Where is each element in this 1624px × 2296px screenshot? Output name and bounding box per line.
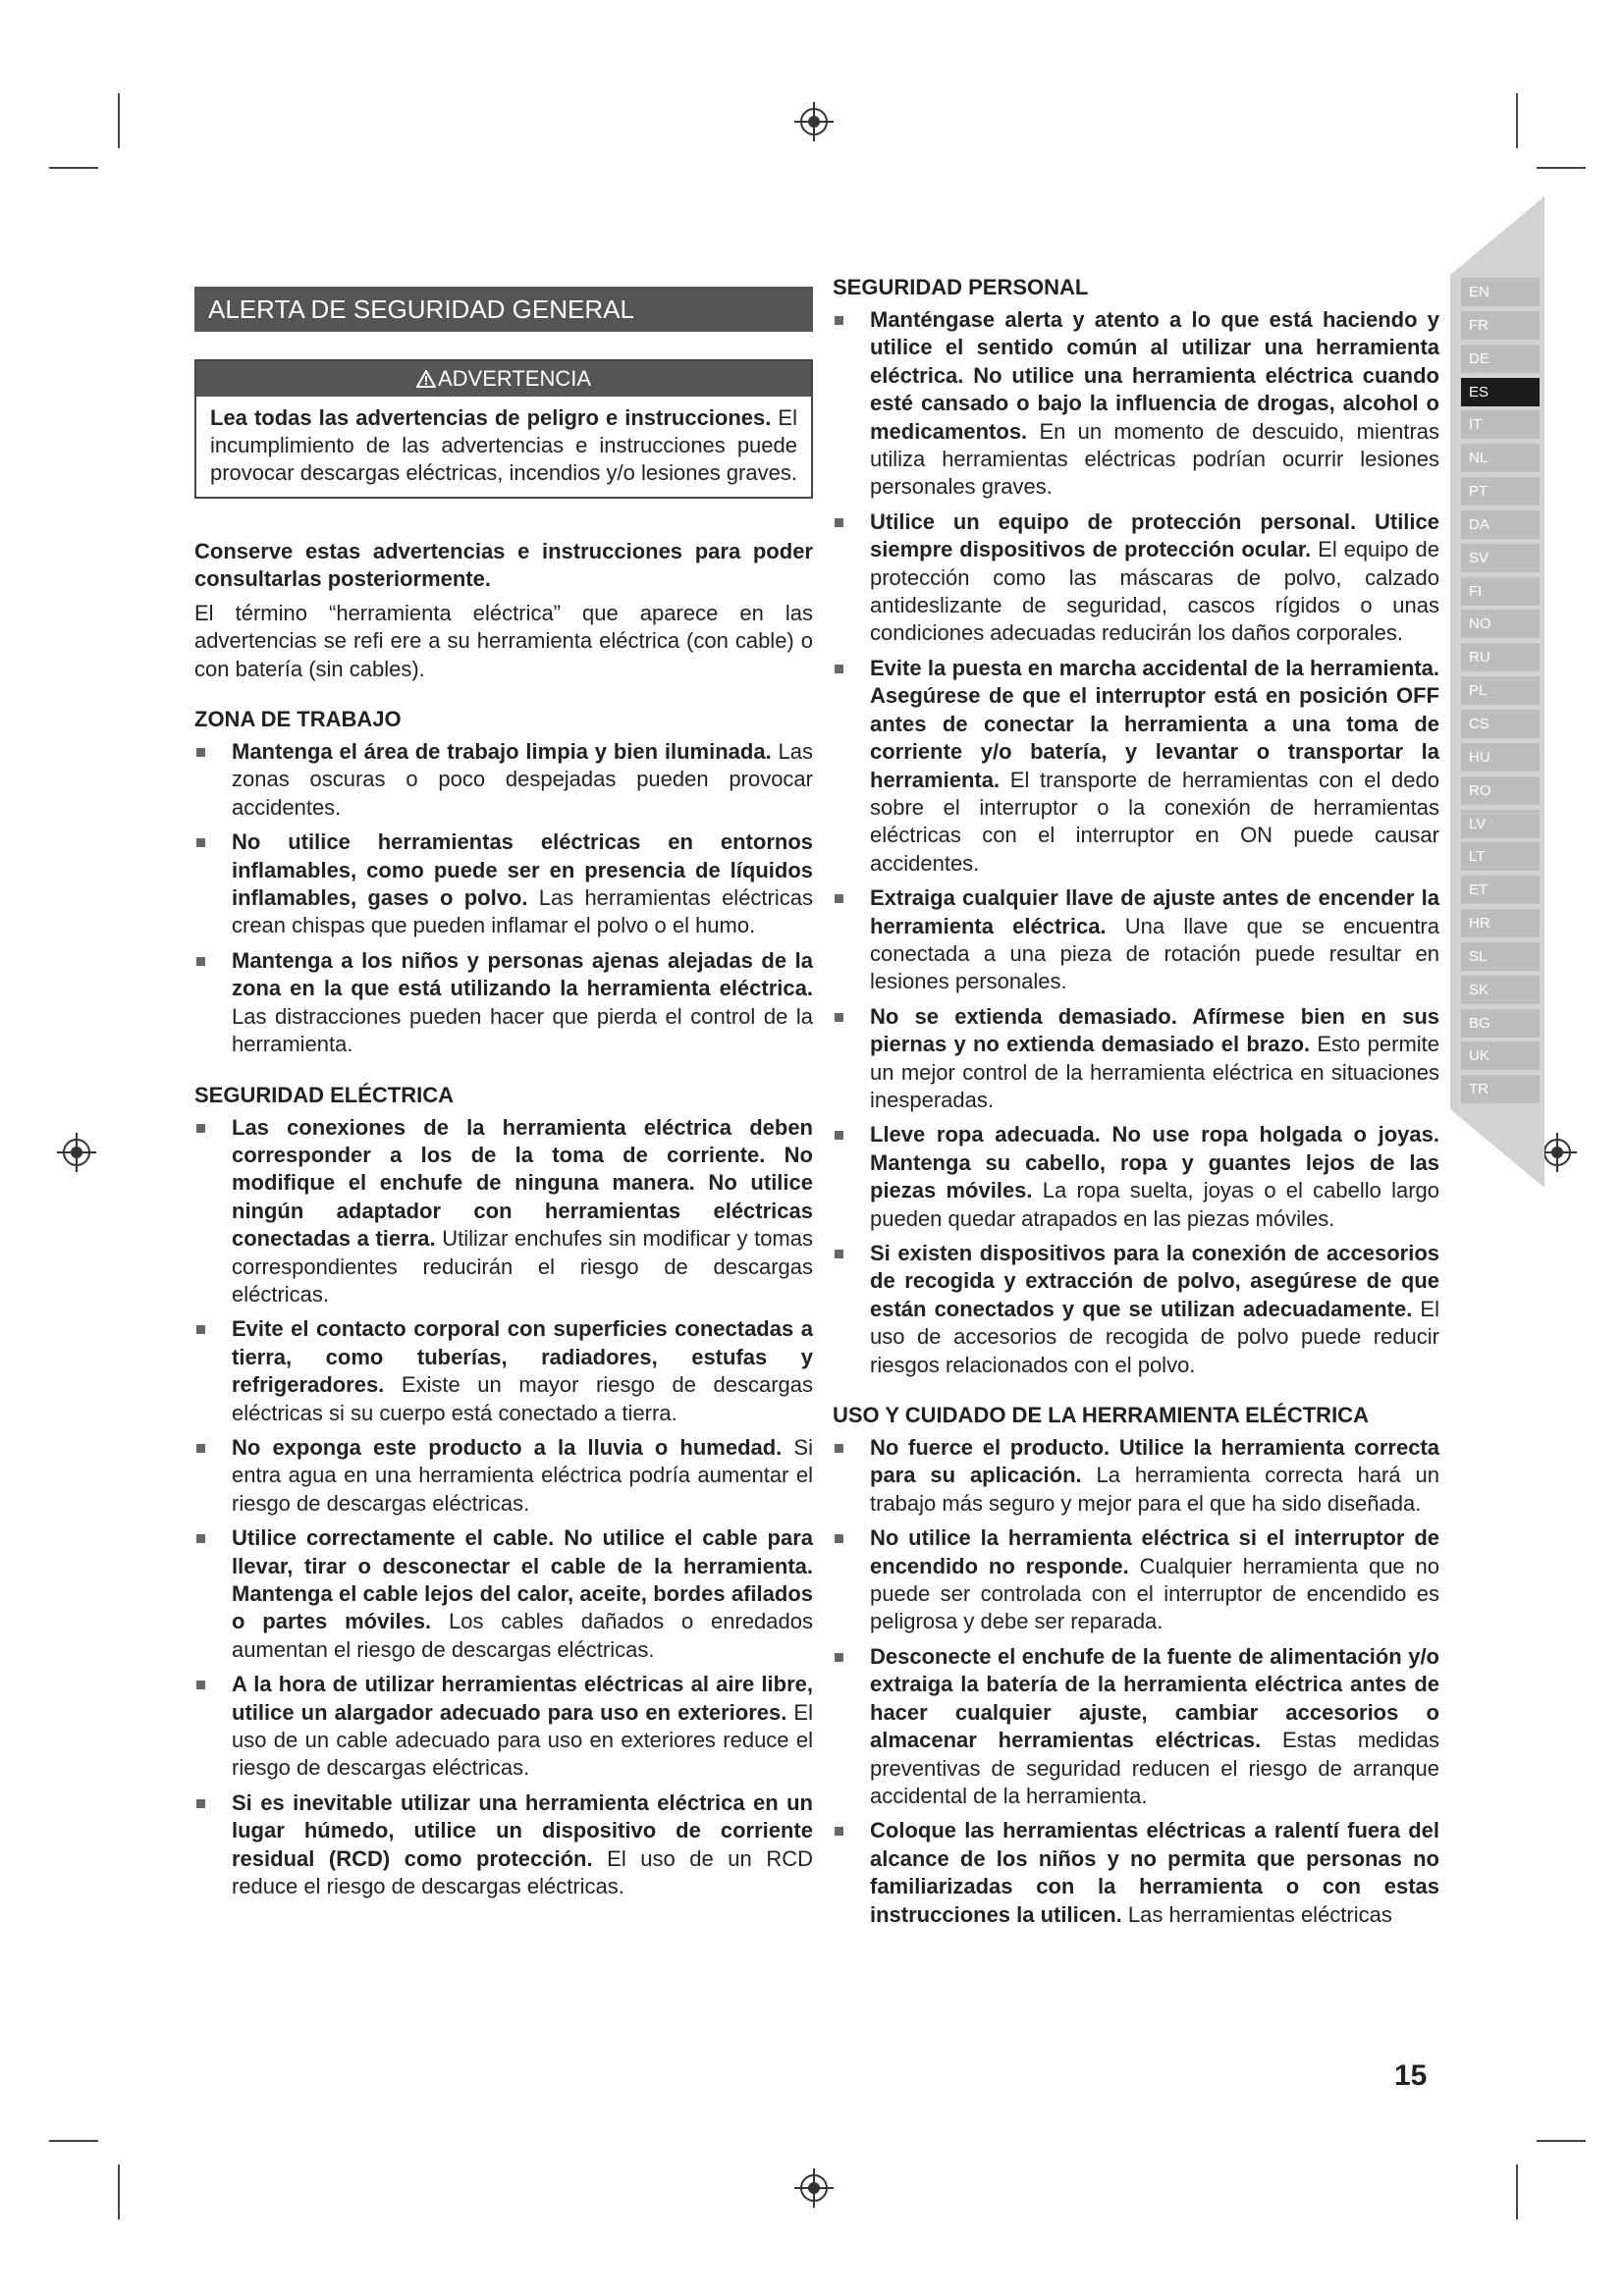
list-item: Evite la puesta en marcha accidental de la herramienta. Asegúrese de que el interruptor está en posición OFF antes de conectar la herramienta a una toma de corriente y/o batería, y levantar o transportar la herramienta. El transporte de herramientas con el dedo sobre el interruptor o la conexión de herramientas eléctricas con el interruptor en ON puede causar accidentes. bbox=[833, 655, 1439, 878]
heading-work-area: ZONA DE TRABAJO bbox=[194, 707, 402, 732]
list-item: Si es inevitable utilizar una herramienta eléctrica en un lugar húmedo, utilice un dispositivo de corriente residual (RCD) como protección. El uso de un RCD reduce el riesgo de descargas eléctricas. bbox=[194, 1789, 813, 1901]
language-tab-da[interactable]: DA bbox=[1461, 510, 1540, 539]
language-tab-bg[interactable]: BG bbox=[1461, 1009, 1540, 1038]
keep-instructions-bold: Conserve estas advertencias e instrucciones para poder consultarlas posteriormente. bbox=[194, 539, 813, 592]
warning-title: ADVERTENCIA bbox=[437, 366, 592, 391]
warning-text: El incumplimiento de las advertencias e instrucciones puede provocar descargas eléctricas, incendios y/o lesiones graves. bbox=[210, 405, 797, 485]
language-tab-de[interactable]: DE bbox=[1461, 345, 1540, 373]
list-item: Manténgase alerta y atento a lo que está haciendo y utilice el sentido común al utilizar una herramienta eléctrica. No utilice una herramienta eléctrica cuando esté cansado o bajo la influencia de drogas, alcohol o medicamentos. En un momento de descuido, mientras utiliza herramientas eléctricas podrían ocurrir lesiones personales graves. bbox=[833, 306, 1439, 502]
language-tab-nl[interactable]: NL bbox=[1461, 444, 1540, 472]
crop-mark bbox=[1537, 2140, 1586, 2142]
registration-mark-icon bbox=[57, 1133, 96, 1172]
work-area-list bbox=[194, 738, 813, 1058]
language-tab-pt[interactable]: PT bbox=[1461, 477, 1540, 506]
language-tab-tr[interactable]: TR bbox=[1461, 1075, 1540, 1103]
language-tab-fr[interactable]: FR bbox=[1461, 311, 1540, 340]
registration-mark-icon bbox=[794, 2168, 834, 2208]
language-tab-et[interactable]: ET bbox=[1461, 876, 1540, 904]
warning-triangle-icon bbox=[416, 370, 436, 388]
warning-box bbox=[194, 359, 813, 499]
list-item: Coloque las herramientas eléctricas a ralentí fuera del alcance de los niños y no permita que personas no familiarizadas con la herramienta o con estas instrucciones la utilicen. Las herramientas eléctricas bbox=[833, 1817, 1439, 1929]
right-column bbox=[833, 273, 1439, 1936]
term-definition: El término “herramienta eléctrica” que aparece en las advertencias se refi ere a su herramienta eléctrica (con cable) o con batería (sin cables). bbox=[194, 600, 813, 681]
crop-mark bbox=[118, 93, 120, 148]
list-item: Utilice un equipo de protección personal. Utilice siempre dispositivos de protección ocular. El equipo de protección como las máscaras de polvo, calzado antideslizante de seguridad, cascos rígidos o unas condiciones adecuadas reducirán los daños corporales. bbox=[833, 508, 1439, 648]
list-item: A la hora de utilizar herramientas eléctricas al aire libre, utilice un alargador adecuado para uso en exteriores. El uso de un cable adecuado para uso en exteriores reduce el riesgo de descargas eléctricas. bbox=[194, 1671, 813, 1783]
crop-mark bbox=[1537, 167, 1586, 169]
crop-mark bbox=[1516, 93, 1518, 148]
language-tab-pl[interactable]: PL bbox=[1461, 676, 1540, 705]
list-item: No exponga este producto a la lluvia o humedad. Si entra agua en una herramienta eléctrica podría aumentar el riesgo de descargas eléctricas. bbox=[194, 1434, 813, 1518]
list-item: Lleve ropa adecuada. No use ropa holgada o joyas. Mantenga su cabello, ropa y guantes lejos de las piezas móviles. La ropa suelta, joyas o el cabello largo pueden quedar atrapados en las piezas móviles. bbox=[833, 1121, 1439, 1233]
language-tab-cs[interactable]: CS bbox=[1461, 710, 1540, 738]
registration-mark-icon bbox=[794, 102, 834, 141]
list-item: No utilice la herramienta eléctrica si el interruptor de encendido no responde. Cualquier herramienta que no puede ser controlada con el interruptor de encendido es peligrosa y debe ser reparada. bbox=[833, 1524, 1439, 1636]
language-tab-hr[interactable]: HR bbox=[1461, 909, 1540, 937]
list-item: Utilice correctamente el cable. No utilice el cable para llevar, tirar o desconectar el cable de la herramienta. Mantenga el cable lejos del calor, aceite, bordes afilados o partes móviles. Los cables dañados o enredados aumentan el riesgo de descargas eléctricas. bbox=[194, 1524, 813, 1664]
list-item: Las conexiones de la herramienta eléctrica deben corresponder a los de la toma de corriente. No modifique el enchufe de ninguna manera. No utilice ningún adaptador con herramientas eléctricas conectadas a tierra. Utilizar enchufes sin modificar y tomas correspondientes reducirán el riesgo de descargas eléctricas. bbox=[194, 1114, 813, 1309]
language-tab-fi[interactable]: FI bbox=[1461, 577, 1540, 606]
crop-mark bbox=[118, 2164, 120, 2219]
language-tab-sv[interactable]: SV bbox=[1461, 544, 1540, 572]
language-tab-ro[interactable]: RO bbox=[1461, 776, 1540, 805]
crop-mark bbox=[1516, 2164, 1518, 2219]
list-item: Si existen dispositivos para la conexión de accesorios de recogida y extracción de polvo, asegúrese de que están conectados y que se utilizan adecuadamente. El uso de accesorios de recogida de polvo puede reducir riesgos relacionados con el polvo. bbox=[833, 1240, 1439, 1379]
crop-mark bbox=[49, 167, 98, 169]
list-item: Mantenga a los niños y personas ajenas alejadas de la zona en la que está utilizando la herramienta eléctrica. Las distracciones pueden hacer que pierda el control de la herramienta. bbox=[194, 947, 813, 1059]
warning-header bbox=[196, 361, 811, 397]
heading-personal-safety: SEGURIDAD PERSONAL bbox=[833, 275, 1089, 299]
warning-body bbox=[196, 397, 811, 497]
heading-use-and-care: USO Y CUIDADO DE LA HERRAMIENTA ELÉCTRICA bbox=[833, 1403, 1369, 1428]
list-item: No utilice herramientas eléctricas en entornos inflamables, como puede ser en presencia de líquidos inflamables, gases o polvo. Las herramientas eléctricas crean chispas que pueden inflamar el polvo o el humo. bbox=[194, 828, 813, 940]
warning-bold-text: Lea todas las advertencias de peligro e instrucciones. bbox=[210, 405, 772, 430]
list-item: Desconecte el enchufe de la fuente de alimentación y/o extraiga la batería de la herramienta eléctrica antes de hacer cualquier ajuste, cambiar accesorios o almacenar herramientas eléctricas. Estas medidas preventivas de seguridad reducen el riesgo de arranque accidental de la herramienta. bbox=[833, 1643, 1439, 1810]
page-number: 15 bbox=[1394, 2059, 1428, 2092]
language-tab-ru[interactable]: RU bbox=[1461, 643, 1540, 671]
list-item: Evite el contacto corporal con superficies conectadas a tierra, como tuberías, radiadores, estufas y refrigeradores. Existe un mayor riesgo de descargas eléctricas si su cuerpo está conectado a tierra. bbox=[194, 1315, 813, 1427]
list-item: Mantenga el área de trabajo limpia y bien iluminada. Las zonas oscuras o poco despejadas pueden provocar accidentes. bbox=[194, 738, 813, 822]
language-tab-sl[interactable]: SL bbox=[1461, 942, 1540, 971]
list-item: Extraiga cualquier llave de ajuste antes de encender la herramienta eléctrica. Una llave que se encuentra conectada a una pieza de rotación puede resultar en lesiones personales. bbox=[833, 884, 1439, 996]
language-tab-it[interactable]: IT bbox=[1461, 410, 1540, 439]
language-tab-lv[interactable]: LV bbox=[1461, 810, 1540, 838]
language-tab-en[interactable]: EN bbox=[1461, 278, 1540, 306]
language-tab-no[interactable]: NO bbox=[1461, 610, 1540, 638]
left-column bbox=[194, 287, 813, 1907]
language-tab-hu[interactable]: HU bbox=[1461, 743, 1540, 772]
list-item: No fuerce el producto. Utilice la herramienta correcta para su aplicación. La herramienta correcta hará un trabajo más seguro y mejor para el que ha sido diseñada. bbox=[833, 1434, 1439, 1518]
personal-safety-list bbox=[833, 306, 1439, 1379]
language-tab-sk[interactable]: SK bbox=[1461, 976, 1540, 1004]
heading-electrical-safety: SEGURIDAD ELÉCTRICA bbox=[194, 1082, 455, 1107]
language-tab-lt[interactable]: LT bbox=[1461, 842, 1540, 871]
list-item: No se extienda demasiado. Afírmese bien en sus piernas y no extienda demasiado el brazo. Esto permite un mejor control de la herramienta eléctrica en situaciones inesperadas. bbox=[833, 1003, 1439, 1115]
electrical-safety-list bbox=[194, 1114, 813, 1901]
section-banner: ALERTA DE SEGURIDAD GENERAL bbox=[194, 287, 813, 332]
crop-mark bbox=[49, 2140, 98, 2142]
use-care-list bbox=[833, 1434, 1439, 1929]
language-list bbox=[1461, 278, 1540, 1108]
language-tab-uk[interactable]: UK bbox=[1461, 1041, 1540, 1070]
language-tab-es[interactable]: ES bbox=[1461, 378, 1540, 406]
keep-instructions bbox=[194, 538, 813, 594]
